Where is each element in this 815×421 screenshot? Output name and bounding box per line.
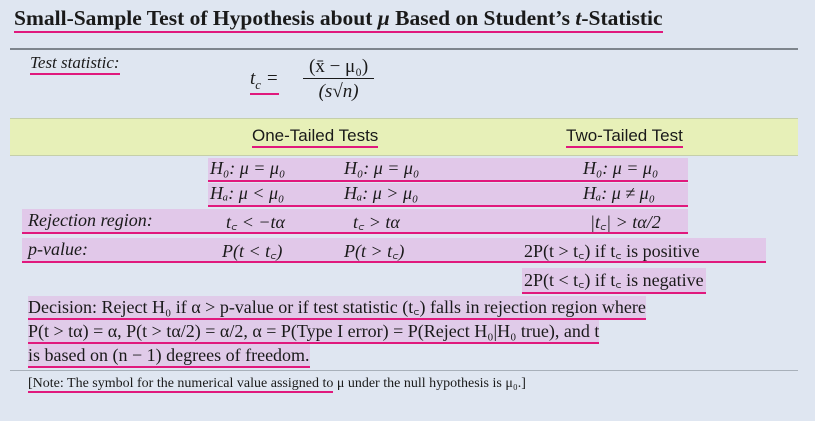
pvalue-two-tail-positive: 2P(t > t꜀) if t꜀ is positive [524, 241, 700, 261]
footnote-underlined: [Note: The symbol for the numerical value assigned to [28, 376, 334, 391]
pvalue-right-tail: P(t > t꜀) [344, 241, 405, 261]
decision-line-1: Decision: Reject H₀ if α > p-value or if test statistic (t꜀) falls in rejection region where [28, 296, 646, 320]
one-tailed-header: One-Tailed Tests [252, 126, 378, 148]
footnote-rest: μ under the null hypothesis is μ₀.] [333, 376, 526, 391]
h0-left-tail: H₀: μ = μ₀ [210, 158, 286, 178]
ha-two-tail: Hₐ: μ ≠ μ₀ [583, 183, 655, 203]
decision-paragraph [28, 296, 788, 368]
fraction-numerator: (x̄ − μ₀) [303, 56, 374, 79]
title-divider [10, 48, 798, 50]
rejection-right-tail: t꜀ > tα [353, 212, 400, 232]
decision-line-3: is based on (n − 1) degrees of freedom. [28, 344, 310, 368]
h0-two-tail: H₀: μ = μ₀ [583, 158, 659, 178]
pvalue-left-tail: P(t < t꜀) [222, 241, 283, 261]
note-divider [10, 370, 798, 371]
two-tailed-header: Two-Tailed Test [566, 126, 683, 148]
pvalue-two-tail-negative: 2P(t < t꜀) if t꜀ is negative [522, 268, 706, 294]
pvalue-label: p-value: [28, 239, 88, 259]
footnote [28, 376, 526, 392]
rejection-left-tail: t꜀ < −tα [226, 212, 285, 232]
ha-right-tail: Hₐ: μ > μ₀ [344, 183, 419, 203]
ha-left-tail: Hₐ: μ < μ₀ [210, 183, 285, 203]
rejection-region-label: Rejection region: [28, 210, 153, 230]
fraction [303, 56, 374, 103]
rejection-two-tail: |t꜀| > tα/2 [590, 212, 661, 232]
fraction-denominator: (s√n) [318, 81, 359, 102]
page-title: Small-Sample Test of Hypothesis about μ Based on Student’s t-Statistic [14, 6, 663, 33]
decision-line-2: P(t > tα) = α, P(t > tα/2) = α/2, α = P(Type I error) = P(Reject H₀|H₀ true), and t [28, 320, 599, 344]
test-statistic-label: Test statistic: [30, 53, 120, 75]
h0-right-tail: H₀: μ = μ₀ [344, 158, 420, 178]
